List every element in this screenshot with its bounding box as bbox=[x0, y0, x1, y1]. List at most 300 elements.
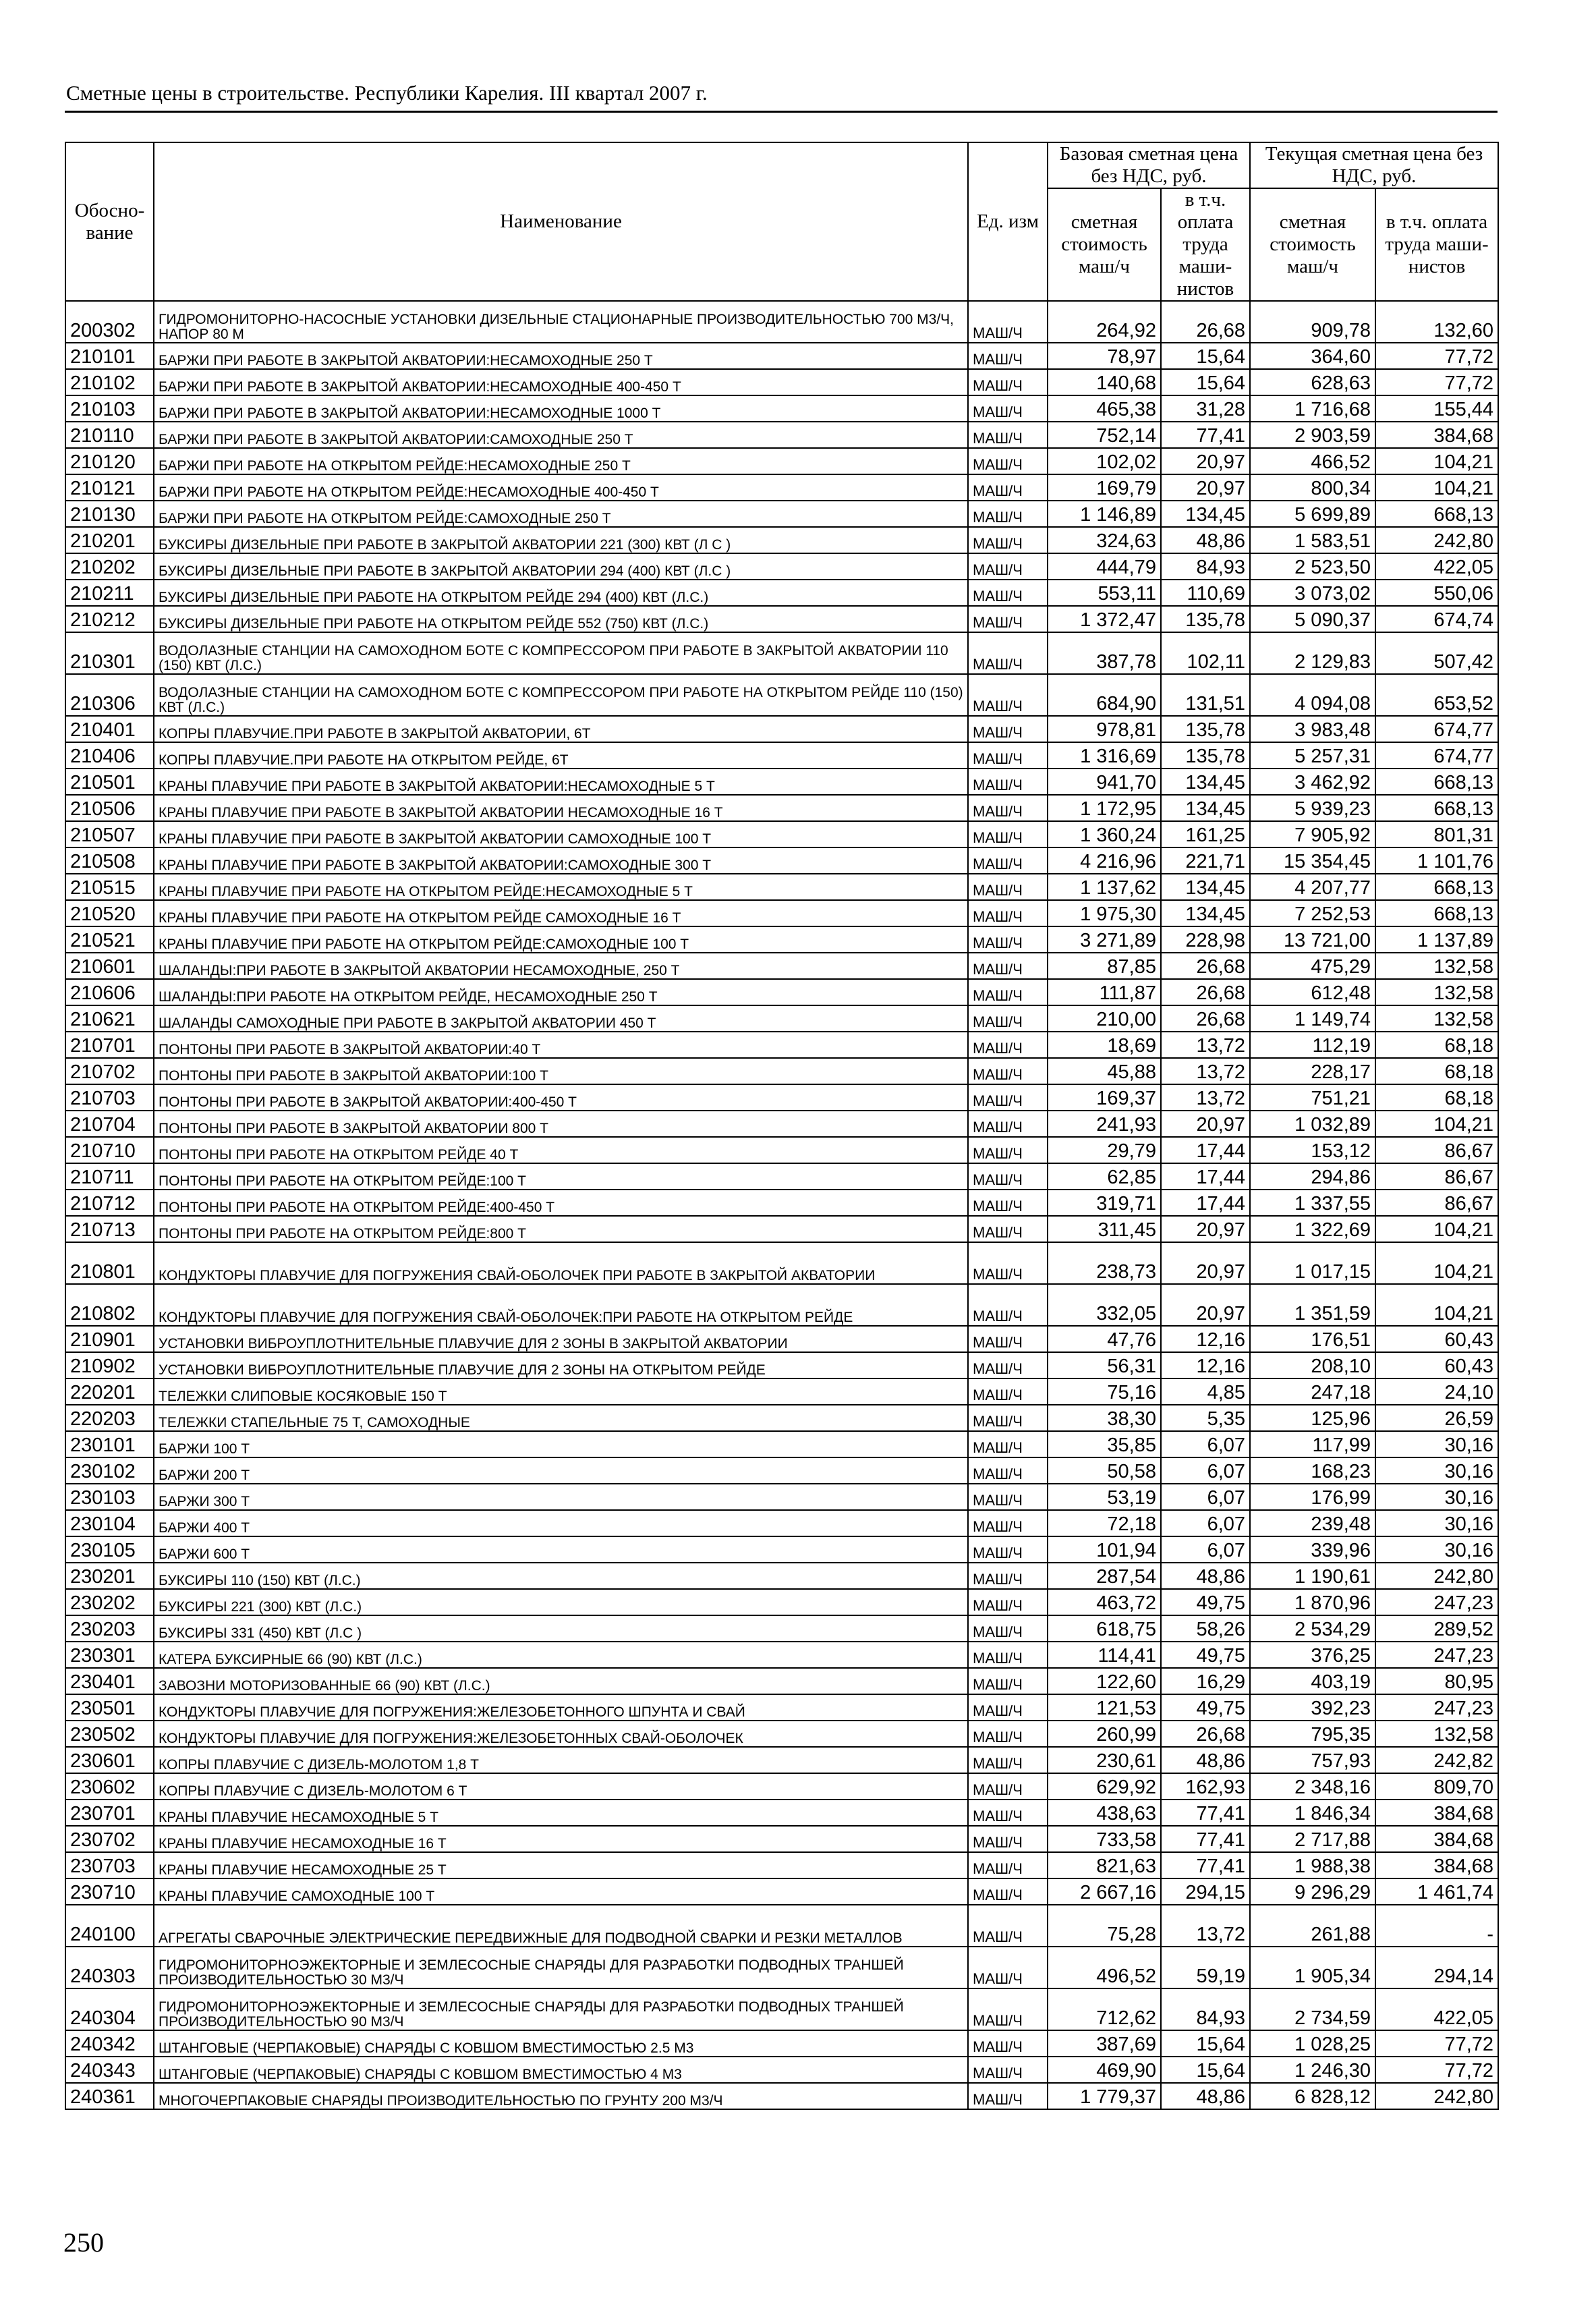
row-base-labor: 134,45 bbox=[1161, 874, 1250, 900]
row-current-labor: 104,21 bbox=[1375, 1216, 1498, 1242]
row-unit: МАШ/Ч bbox=[968, 527, 1048, 553]
row-code: 210130 bbox=[65, 501, 154, 527]
table-row bbox=[65, 1563, 1498, 1589]
row-base-cost: 1 779,37 bbox=[1048, 2083, 1161, 2109]
row-code: 230702 bbox=[65, 1826, 154, 1852]
row-unit: МАШ/Ч bbox=[968, 474, 1048, 501]
row-base-cost: 75,28 bbox=[1048, 1905, 1161, 1947]
row-code: 210306 bbox=[65, 674, 154, 716]
row-base-cost: 733,58 bbox=[1048, 1826, 1161, 1852]
row-unit: МАШ/Ч bbox=[968, 1326, 1048, 1352]
row-current-cost: 3 073,02 bbox=[1250, 580, 1375, 606]
row-code: 210702 bbox=[65, 1058, 154, 1084]
row-code: 210102 bbox=[65, 369, 154, 395]
row-unit: МАШ/Ч bbox=[968, 742, 1048, 769]
row-unit: МАШ/Ч bbox=[968, 1852, 1048, 1878]
row-code: 230703 bbox=[65, 1852, 154, 1878]
row-base-labor: 13,72 bbox=[1161, 1905, 1250, 1947]
table-row bbox=[65, 1721, 1498, 1747]
row-base-cost: 387,69 bbox=[1048, 2030, 1161, 2057]
row-name: ПОНТОНЫ ПРИ РАБОТЕ В ЗАКРЫТОЙ АКВАТОРИИ:100 Т bbox=[154, 1058, 968, 1084]
row-unit: МАШ/Ч bbox=[968, 1947, 1048, 1988]
row-code: 230601 bbox=[65, 1747, 154, 1773]
table-row bbox=[65, 1190, 1498, 1216]
table-row bbox=[65, 527, 1498, 553]
row-current-labor: 68,18 bbox=[1375, 1032, 1498, 1058]
row-name: ПОНТОНЫ ПРИ РАБОТЕ В ЗАКРЫТОЙ АКВАТОРИИ:400-450 Т bbox=[154, 1084, 968, 1111]
row-current-labor: 77,72 bbox=[1375, 2030, 1498, 2057]
row-name: ВОДОЛАЗНЫЕ СТАНЦИИ НА САМОХОДНОМ БОТЕ С КОМПРЕССОРОМ ПРИ РАБОТЕ НА ОТКРЫТОМ РЕЙДЕ 110 (150) КВТ (Л.С.) bbox=[154, 674, 968, 716]
row-base-cost: 463,72 bbox=[1048, 1589, 1161, 1615]
table-row bbox=[65, 1852, 1498, 1878]
row-current-cost: 1 017,15 bbox=[1250, 1242, 1375, 1284]
row-current-cost: 392,23 bbox=[1250, 1694, 1375, 1721]
row-current-labor: 30,16 bbox=[1375, 1431, 1498, 1457]
row-base-labor: 26,68 bbox=[1161, 1721, 1250, 1747]
row-code: 210521 bbox=[65, 926, 154, 953]
row-name: КРАНЫ ПЛАВУЧИЕ ПРИ РАБОТЕ НА ОТКРЫТОМ РЕЙДЕ САМОХОДНЫЕ 16 Т bbox=[154, 900, 968, 926]
row-unit: МАШ/Ч bbox=[968, 1536, 1048, 1563]
row-unit: МАШ/Ч bbox=[968, 674, 1048, 716]
row-unit: МАШ/Ч bbox=[968, 2057, 1048, 2083]
row-current-cost: 628,63 bbox=[1250, 369, 1375, 395]
row-current-cost: 112,19 bbox=[1250, 1032, 1375, 1058]
row-current-labor: 30,16 bbox=[1375, 1510, 1498, 1536]
row-name: КРАНЫ ПЛАВУЧИЕ ПРИ РАБОТЕ В ЗАКРЫТОЙ АКВАТОРИИ:САМОХОДНЫЕ 300 Т bbox=[154, 847, 968, 874]
row-code: 220203 bbox=[65, 1405, 154, 1431]
row-unit: МАШ/Ч bbox=[968, 1084, 1048, 1111]
row-name: КРАНЫ ПЛАВУЧИЕ ПРИ РАБОТЕ В ЗАКРЫТОЙ АКВАТОРИИ САМОХОДНЫЕ 100 Т bbox=[154, 821, 968, 847]
row-unit: МАШ/Ч bbox=[968, 395, 1048, 422]
row-code: 240343 bbox=[65, 2057, 154, 2083]
row-current-labor: 60,43 bbox=[1375, 1352, 1498, 1378]
row-current-labor: 77,72 bbox=[1375, 369, 1498, 395]
table-row bbox=[65, 1005, 1498, 1032]
row-base-cost: 465,38 bbox=[1048, 395, 1161, 422]
row-code: 230103 bbox=[65, 1484, 154, 1510]
row-base-cost: 121,53 bbox=[1048, 1694, 1161, 1721]
row-current-labor: 68,18 bbox=[1375, 1084, 1498, 1111]
row-base-cost: 438,63 bbox=[1048, 1800, 1161, 1826]
row-current-cost: 168,23 bbox=[1250, 1457, 1375, 1484]
row-current-labor: 30,16 bbox=[1375, 1457, 1498, 1484]
row-unit: МАШ/Ч bbox=[968, 343, 1048, 369]
row-code: 230301 bbox=[65, 1642, 154, 1668]
row-current-labor: 30,16 bbox=[1375, 1536, 1498, 1563]
row-base-labor: 161,25 bbox=[1161, 821, 1250, 847]
row-current-cost: 153,12 bbox=[1250, 1137, 1375, 1163]
row-current-cost: 1 905,34 bbox=[1250, 1947, 1375, 1988]
row-base-labor: 6,07 bbox=[1161, 1431, 1250, 1457]
row-current-labor: 668,13 bbox=[1375, 795, 1498, 821]
row-current-labor: 1 137,89 bbox=[1375, 926, 1498, 953]
row-current-labor: 30,16 bbox=[1375, 1484, 1498, 1510]
row-base-cost: 241,93 bbox=[1048, 1111, 1161, 1137]
row-base-labor: 26,68 bbox=[1161, 979, 1250, 1005]
row-current-cost: 339,96 bbox=[1250, 1536, 1375, 1563]
row-base-labor: 12,16 bbox=[1161, 1326, 1250, 1352]
row-name: БАРЖИ 400 Т bbox=[154, 1510, 968, 1536]
row-code: 210713 bbox=[65, 1216, 154, 1242]
row-base-cost: 75,16 bbox=[1048, 1378, 1161, 1405]
row-current-cost: 1 583,51 bbox=[1250, 527, 1375, 553]
row-current-labor: 104,21 bbox=[1375, 474, 1498, 501]
row-unit: МАШ/Ч bbox=[968, 1773, 1048, 1800]
row-base-labor: 135,78 bbox=[1161, 716, 1250, 742]
table-row bbox=[65, 632, 1498, 674]
table-row bbox=[65, 1216, 1498, 1242]
row-code: 230102 bbox=[65, 1457, 154, 1484]
row-name: БАРЖИ 200 Т bbox=[154, 1457, 968, 1484]
table-row bbox=[65, 2083, 1498, 2109]
row-current-cost: 176,99 bbox=[1250, 1484, 1375, 1510]
table-row bbox=[65, 953, 1498, 979]
table-row bbox=[65, 1242, 1498, 1284]
table-row bbox=[65, 422, 1498, 448]
row-base-cost: 2 667,16 bbox=[1048, 1878, 1161, 1905]
row-unit: МАШ/Ч bbox=[968, 1163, 1048, 1190]
table-row bbox=[65, 979, 1498, 1005]
column-header-code: Обосно-вание bbox=[65, 142, 154, 301]
row-current-cost: 466,52 bbox=[1250, 448, 1375, 474]
row-unit: МАШ/Ч bbox=[968, 1589, 1048, 1615]
row-base-labor: 162,93 bbox=[1161, 1773, 1250, 1800]
table-row bbox=[65, 1352, 1498, 1378]
table-row bbox=[65, 1878, 1498, 1905]
row-name: АГРЕГАТЫ СВАРОЧНЫЕ ЭЛЕКТРИЧЕСКИЕ ПЕРЕДВИЖНЫЕ ДЛЯ ПОДВОДНОЙ СВАРКИ И РЕЗКИ МЕТАЛЛОВ bbox=[154, 1905, 968, 1947]
table-row bbox=[65, 1947, 1498, 1988]
row-current-cost: 403,19 bbox=[1250, 1668, 1375, 1694]
row-unit: МАШ/Ч bbox=[968, 632, 1048, 674]
row-unit: МАШ/Ч bbox=[968, 769, 1048, 795]
row-code: 220201 bbox=[65, 1378, 154, 1405]
row-base-cost: 978,81 bbox=[1048, 716, 1161, 742]
table-row bbox=[65, 900, 1498, 926]
row-name: ШАЛАНДЫ САМОХОДНЫЕ ПРИ РАБОТЕ В ЗАКРЫТОЙ АКВАТОРИИ 450 Т bbox=[154, 1005, 968, 1032]
row-code: 210606 bbox=[65, 979, 154, 1005]
row-code: 210621 bbox=[65, 1005, 154, 1032]
row-current-cost: 1 870,96 bbox=[1250, 1589, 1375, 1615]
row-code: 210201 bbox=[65, 527, 154, 553]
row-current-labor: 132,58 bbox=[1375, 1721, 1498, 1747]
table-row bbox=[65, 1773, 1498, 1800]
row-base-cost: 114,41 bbox=[1048, 1642, 1161, 1668]
row-unit: МАШ/Ч bbox=[968, 1563, 1048, 1589]
row-base-labor: 26,68 bbox=[1161, 953, 1250, 979]
row-current-cost: 757,93 bbox=[1250, 1747, 1375, 1773]
row-current-labor: 242,80 bbox=[1375, 527, 1498, 553]
row-base-labor: 13,72 bbox=[1161, 1032, 1250, 1058]
row-base-labor: 84,93 bbox=[1161, 1988, 1250, 2030]
row-base-labor: 5,35 bbox=[1161, 1405, 1250, 1431]
row-current-cost: 1 028,25 bbox=[1250, 2030, 1375, 2057]
table-row bbox=[65, 2030, 1498, 2057]
row-code: 210601 bbox=[65, 953, 154, 979]
row-unit: МАШ/Ч bbox=[968, 1800, 1048, 1826]
row-current-labor: 132,58 bbox=[1375, 953, 1498, 979]
row-current-labor: 674,77 bbox=[1375, 716, 1498, 742]
row-name: ПОНТОНЫ ПРИ РАБОТЕ НА ОТКРЫТОМ РЕЙДЕ 40 Т bbox=[154, 1137, 968, 1163]
column-header-current-cost: сметная стоимость маш/ч bbox=[1250, 188, 1375, 301]
row-current-labor: 1 461,74 bbox=[1375, 1878, 1498, 1905]
row-unit: МАШ/Ч bbox=[968, 553, 1048, 580]
row-name: БУКСИРЫ ДИЗЕЛЬНЫЕ ПРИ РАБОТЕ В ЗАКРЫТОЙ АКВАТОРИИ 221 (300) КВТ (Л С ) bbox=[154, 527, 968, 553]
row-unit: МАШ/Ч bbox=[968, 1005, 1048, 1032]
row-base-cost: 260,99 bbox=[1048, 1721, 1161, 1747]
row-base-cost: 53,19 bbox=[1048, 1484, 1161, 1510]
row-base-labor: 135,78 bbox=[1161, 742, 1250, 769]
row-base-cost: 629,92 bbox=[1048, 1773, 1161, 1800]
row-unit: МАШ/Ч bbox=[968, 1747, 1048, 1773]
row-base-cost: 1 172,95 bbox=[1048, 795, 1161, 821]
row-current-cost: 1 351,59 bbox=[1250, 1284, 1375, 1326]
row-unit: МАШ/Ч bbox=[968, 1190, 1048, 1216]
row-current-cost: 1 337,55 bbox=[1250, 1190, 1375, 1216]
row-base-labor: 6,07 bbox=[1161, 1510, 1250, 1536]
table-row bbox=[65, 1826, 1498, 1852]
row-name: КОНДУКТОРЫ ПЛАВУЧИЕ ДЛЯ ПОГРУЖЕНИЯ СВАЙ-ОБОЛОЧЕК:ПРИ РАБОТЕ НА ОТКРЫТОМ РЕЙДЕ bbox=[154, 1284, 968, 1326]
row-base-labor: 228,98 bbox=[1161, 926, 1250, 953]
row-current-cost: 2 534,29 bbox=[1250, 1615, 1375, 1642]
row-code: 210202 bbox=[65, 553, 154, 580]
row-base-cost: 311,45 bbox=[1048, 1216, 1161, 1242]
row-current-labor: 104,21 bbox=[1375, 448, 1498, 474]
row-unit: МАШ/Ч bbox=[968, 1694, 1048, 1721]
row-base-cost: 87,85 bbox=[1048, 953, 1161, 979]
row-current-labor: 668,13 bbox=[1375, 874, 1498, 900]
row-base-labor: 131,51 bbox=[1161, 674, 1250, 716]
row-name: ШАЛАНДЫ:ПРИ РАБОТЕ В ЗАКРЫТОЙ АКВАТОРИИ НЕСАМОХОДНЫЕ, 250 Т bbox=[154, 953, 968, 979]
row-code: 210120 bbox=[65, 448, 154, 474]
row-name: БАРЖИ 300 Т bbox=[154, 1484, 968, 1510]
column-group-current-price: Текущая сметная цена без НДС, руб. bbox=[1250, 142, 1498, 188]
row-current-cost: 15 354,45 bbox=[1250, 847, 1375, 874]
row-base-cost: 50,58 bbox=[1048, 1457, 1161, 1484]
row-code: 230501 bbox=[65, 1694, 154, 1721]
row-base-cost: 1 137,62 bbox=[1048, 874, 1161, 900]
row-unit: МАШ/Ч bbox=[968, 1284, 1048, 1326]
row-base-labor: 134,45 bbox=[1161, 769, 1250, 795]
row-unit: МАШ/Ч bbox=[968, 606, 1048, 632]
row-base-cost: 324,63 bbox=[1048, 527, 1161, 553]
row-name: КАТЕРА БУКСИРНЫЕ 66 (90) КВТ (Л.С.) bbox=[154, 1642, 968, 1668]
row-name: КОНДУКТОРЫ ПЛАВУЧИЕ ДЛЯ ПОГРУЖЕНИЯ:ЖЕЛЕЗОБЕТОННОГО ШПУНТА И СВАЙ bbox=[154, 1694, 968, 1721]
row-current-cost: 612,48 bbox=[1250, 979, 1375, 1005]
table-row bbox=[65, 1510, 1498, 1536]
row-name: БАРЖИ 600 Т bbox=[154, 1536, 968, 1563]
row-base-labor: 15,64 bbox=[1161, 369, 1250, 395]
row-current-cost: 1 246,30 bbox=[1250, 2057, 1375, 2083]
row-unit: МАШ/Ч bbox=[968, 448, 1048, 474]
row-current-labor: 86,67 bbox=[1375, 1137, 1498, 1163]
row-base-cost: 1 316,69 bbox=[1048, 742, 1161, 769]
row-base-cost: 230,61 bbox=[1048, 1747, 1161, 1773]
row-current-cost: 117,99 bbox=[1250, 1431, 1375, 1457]
row-code: 230203 bbox=[65, 1615, 154, 1642]
row-base-cost: 821,63 bbox=[1048, 1852, 1161, 1878]
row-name: КРАНЫ ПЛАВУЧИЕ НЕСАМОХОДНЫЕ 16 Т bbox=[154, 1826, 968, 1852]
row-base-cost: 319,71 bbox=[1048, 1190, 1161, 1216]
header-rule bbox=[65, 111, 1498, 113]
row-current-cost: 5 939,23 bbox=[1250, 795, 1375, 821]
row-name: ВОДОЛАЗНЫЕ СТАНЦИИ НА САМОХОДНОМ БОТЕ С КОМПРЕССОРОМ ПРИ РАБОТЕ В ЗАКРЫТОЙ АКВАТОРИИ 110 (150) КВТ (Л.С.) bbox=[154, 632, 968, 674]
row-current-labor: 289,52 bbox=[1375, 1615, 1498, 1642]
row-code: 210506 bbox=[65, 795, 154, 821]
row-base-cost: 29,79 bbox=[1048, 1137, 1161, 1163]
row-name: БАРЖИ ПРИ РАБОТЕ В ЗАКРЫТОЙ АКВАТОРИИ:НЕСАМОХОДНЫЕ 250 Т bbox=[154, 343, 968, 369]
row-base-labor: 48,86 bbox=[1161, 527, 1250, 553]
row-base-cost: 1 372,47 bbox=[1048, 606, 1161, 632]
price-table bbox=[65, 142, 1499, 2110]
row-name: КРАНЫ ПЛАВУЧИЕ ПРИ РАБОТЕ НА ОТКРЫТОМ РЕЙДЕ:НЕСАМОХОДНЫЕ 5 Т bbox=[154, 874, 968, 900]
row-base-cost: 78,97 bbox=[1048, 343, 1161, 369]
table-row bbox=[65, 1058, 1498, 1084]
row-current-cost: 3 983,48 bbox=[1250, 716, 1375, 742]
row-current-labor: 384,68 bbox=[1375, 422, 1498, 448]
row-current-labor: 294,14 bbox=[1375, 1947, 1498, 1988]
row-unit: МАШ/Ч bbox=[968, 1058, 1048, 1084]
row-code: 230602 bbox=[65, 1773, 154, 1800]
row-base-labor: 26,68 bbox=[1161, 1005, 1250, 1032]
row-current-cost: 13 721,00 bbox=[1250, 926, 1375, 953]
table-row bbox=[65, 501, 1498, 527]
row-code: 230202 bbox=[65, 1589, 154, 1615]
row-current-labor: 422,05 bbox=[1375, 553, 1498, 580]
row-base-labor: 12,16 bbox=[1161, 1352, 1250, 1378]
row-base-labor: 134,45 bbox=[1161, 795, 1250, 821]
row-code: 210515 bbox=[65, 874, 154, 900]
row-base-cost: 287,54 bbox=[1048, 1563, 1161, 1589]
row-name: КРАНЫ ПЛАВУЧИЕ ПРИ РАБОТЕ В ЗАКРЫТОЙ АКВАТОРИИ НЕСАМОХОДНЫЕ 16 Т bbox=[154, 795, 968, 821]
row-name: ПОНТОНЫ ПРИ РАБОТЕ НА ОТКРЫТОМ РЕЙДЕ:800 Т bbox=[154, 1216, 968, 1242]
row-unit: МАШ/Ч bbox=[968, 953, 1048, 979]
row-name: УСТАНОВКИ ВИБРОУПЛОТНИТЕЛЬНЫЕ ПЛАВУЧИЕ ДЛЯ 2 ЗОНЫ НА ОТКРЫТОМ РЕЙДЕ bbox=[154, 1352, 968, 1378]
row-current-cost: 125,96 bbox=[1250, 1405, 1375, 1431]
row-current-labor: 384,68 bbox=[1375, 1826, 1498, 1852]
table-row bbox=[65, 1084, 1498, 1111]
table-row bbox=[65, 1800, 1498, 1826]
row-unit: МАШ/Ч bbox=[968, 1405, 1048, 1431]
row-current-cost: 5 090,37 bbox=[1250, 606, 1375, 632]
row-base-labor: 26,68 bbox=[1161, 301, 1250, 343]
row-code: 210901 bbox=[65, 1326, 154, 1352]
row-base-labor: 58,26 bbox=[1161, 1615, 1250, 1642]
row-name: КОНДУКТОРЫ ПЛАВУЧИЕ ДЛЯ ПОГРУЖЕНИЯ:ЖЕЛЕЗОБЕТОННЫХ СВАЙ-ОБОЛОЧЕК bbox=[154, 1721, 968, 1747]
table-row bbox=[65, 2057, 1498, 2083]
row-name: БУКСИРЫ ДИЗЕЛЬНЫЕ ПРИ РАБОТЕ НА ОТКРЫТОМ РЕЙДЕ 294 (400) КВТ (Л.С.) bbox=[154, 580, 968, 606]
row-current-cost: 795,35 bbox=[1250, 1721, 1375, 1747]
row-base-labor: 134,45 bbox=[1161, 501, 1250, 527]
row-unit: МАШ/Ч bbox=[968, 926, 1048, 953]
row-unit: МАШ/Ч bbox=[968, 1352, 1048, 1378]
row-name: БУКСИРЫ 221 (300) КВТ (Л.С.) bbox=[154, 1589, 968, 1615]
row-current-cost: 2 129,83 bbox=[1250, 632, 1375, 674]
table-row bbox=[65, 821, 1498, 847]
row-unit: МАШ/Ч bbox=[968, 847, 1048, 874]
row-unit: МАШ/Ч bbox=[968, 1615, 1048, 1642]
row-current-labor: 384,68 bbox=[1375, 1800, 1498, 1826]
table-row bbox=[65, 553, 1498, 580]
row-name: БУКСИРЫ 331 (450) КВТ (Л.С ) bbox=[154, 1615, 968, 1642]
row-current-cost: 239,48 bbox=[1250, 1510, 1375, 1536]
row-code: 210301 bbox=[65, 632, 154, 674]
row-current-labor: 1 101,76 bbox=[1375, 847, 1498, 874]
row-unit: МАШ/Ч bbox=[968, 1431, 1048, 1457]
row-name: КОПРЫ ПЛАВУЧИЕ С ДИЗЕЛЬ-МОЛОТОМ 1,8 Т bbox=[154, 1747, 968, 1773]
row-current-labor: 384,68 bbox=[1375, 1852, 1498, 1878]
row-current-cost: 800,34 bbox=[1250, 474, 1375, 501]
row-code: 230401 bbox=[65, 1668, 154, 1694]
row-unit: МАШ/Ч bbox=[968, 1242, 1048, 1284]
price-table-container bbox=[65, 142, 1498, 2110]
row-base-labor: 102,11 bbox=[1161, 632, 1250, 674]
row-name: ГИДРОМОНИТОРНО-НАСОСНЫЕ УСТАНОВКИ ДИЗЕЛЬНЫЕ СТАЦИОНАРНЫЕ ПРОИЗВОДИТЕЛЬНОСТЬЮ 700 М3/Ч, НАПОР 80 М bbox=[154, 301, 968, 343]
row-code: 240100 bbox=[65, 1905, 154, 1947]
row-base-labor: 20,97 bbox=[1161, 448, 1250, 474]
row-current-labor: 104,21 bbox=[1375, 1242, 1498, 1284]
row-base-labor: 17,44 bbox=[1161, 1163, 1250, 1190]
table-row bbox=[65, 1642, 1498, 1668]
column-header-unit: Ед. изм bbox=[968, 142, 1048, 301]
page-number: 250 bbox=[63, 2227, 104, 2258]
row-current-cost: 751,21 bbox=[1250, 1084, 1375, 1111]
row-unit: МАШ/Ч bbox=[968, 1826, 1048, 1852]
row-base-cost: 169,79 bbox=[1048, 474, 1161, 501]
row-current-labor: 674,77 bbox=[1375, 742, 1498, 769]
row-base-cost: 712,62 bbox=[1048, 1988, 1161, 2030]
row-base-labor: 59,19 bbox=[1161, 1947, 1250, 1988]
row-base-labor: 48,86 bbox=[1161, 1563, 1250, 1589]
row-current-cost: 294,86 bbox=[1250, 1163, 1375, 1190]
row-name: ШТАНГОВЫЕ (ЧЕРПАКОВЫЕ) СНАРЯДЫ С КОВШОМ ВМЕСТИМОСТЬЮ 4 М3 bbox=[154, 2057, 968, 2083]
row-base-labor: 294,15 bbox=[1161, 1878, 1250, 1905]
row-unit: МАШ/Ч bbox=[968, 1457, 1048, 1484]
row-name: ТЕЛЕЖКИ СЛИПОВЫЕ КОСЯКОВЫЕ 150 Т bbox=[154, 1378, 968, 1405]
row-unit: МАШ/Ч bbox=[968, 1216, 1048, 1242]
row-base-labor: 31,28 bbox=[1161, 395, 1250, 422]
row-current-cost: 2 348,16 bbox=[1250, 1773, 1375, 1800]
row-base-cost: 72,18 bbox=[1048, 1510, 1161, 1536]
row-base-labor: 6,07 bbox=[1161, 1536, 1250, 1563]
row-name: КРАНЫ ПЛАВУЧИЕ НЕСАМОХОДНЫЕ 5 Т bbox=[154, 1800, 968, 1826]
row-name: БАРЖИ ПРИ РАБОТЕ НА ОТКРЫТОМ РЕЙДЕ:САМОХОДНЫЕ 250 Т bbox=[154, 501, 968, 527]
row-name: БАРЖИ ПРИ РАБОТЕ В ЗАКРЫТОЙ АКВАТОРИИ:САМОХОДНЫЕ 250 Т bbox=[154, 422, 968, 448]
row-current-cost: 909,78 bbox=[1250, 301, 1375, 343]
row-base-cost: 332,05 bbox=[1048, 1284, 1161, 1326]
table-row bbox=[65, 926, 1498, 953]
row-current-labor: 247,23 bbox=[1375, 1694, 1498, 1721]
row-current-cost: 176,51 bbox=[1250, 1326, 1375, 1352]
table-header bbox=[65, 142, 1498, 301]
row-current-cost: 208,10 bbox=[1250, 1352, 1375, 1378]
row-current-cost: 2 717,88 bbox=[1250, 1826, 1375, 1852]
row-name: КОПРЫ ПЛАВУЧИЕ С ДИЗЕЛЬ-МОЛОТОМ 6 Т bbox=[154, 1773, 968, 1800]
row-current-labor: 86,67 bbox=[1375, 1163, 1498, 1190]
row-unit: МАШ/Ч bbox=[968, 874, 1048, 900]
table-row bbox=[65, 1484, 1498, 1510]
row-code: 210121 bbox=[65, 474, 154, 501]
table-row bbox=[65, 1378, 1498, 1405]
row-code: 210710 bbox=[65, 1137, 154, 1163]
row-name: ГИДРОМОНИТОРНОЭЖЕКТОРНЫЕ И ЗЕМЛЕСОСНЫЕ СНАРЯДЫ ДЛЯ РАЗРАБОТКИ ПОДВОДНЫХ ТРАНШЕЙ ПРОИЗВОДИТЕЛЬНОСТЬЮ 30 М3/Ч bbox=[154, 1947, 968, 1988]
row-current-cost: 1 988,38 bbox=[1250, 1852, 1375, 1878]
row-base-cost: 35,85 bbox=[1048, 1431, 1161, 1457]
row-current-cost: 228,17 bbox=[1250, 1058, 1375, 1084]
row-current-labor: 668,13 bbox=[1375, 769, 1498, 795]
table-row bbox=[65, 448, 1498, 474]
table-row bbox=[65, 580, 1498, 606]
row-base-labor: 48,86 bbox=[1161, 1747, 1250, 1773]
